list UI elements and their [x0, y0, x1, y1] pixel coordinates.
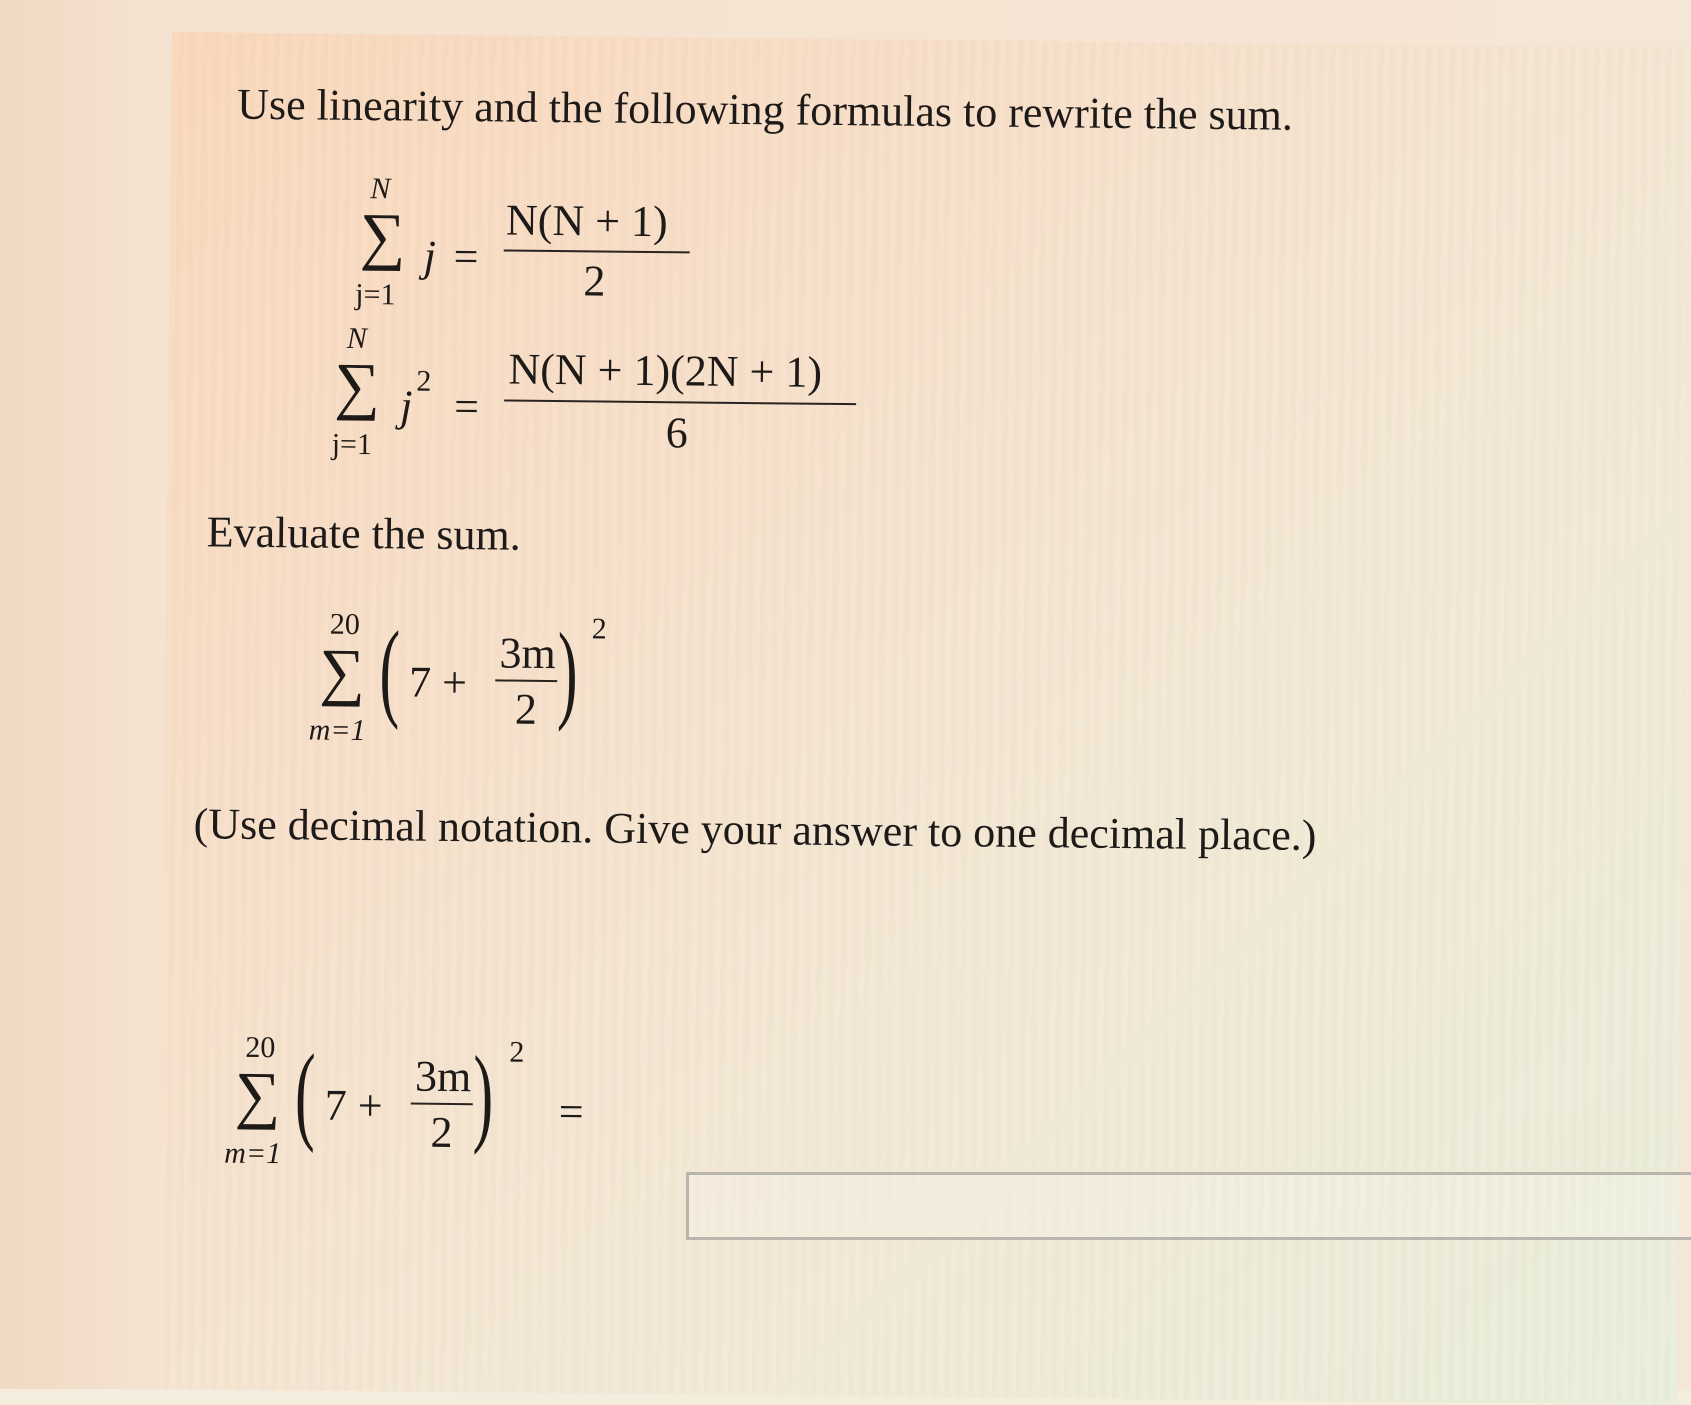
evaluate-prompt: Evaluate the sum.	[206, 507, 522, 560]
sigma-symbol: ∑	[234, 1058, 281, 1131]
answer-lower-limit: m=1	[224, 1136, 282, 1171]
formula1-fraction-bar	[504, 249, 690, 253]
formula1-denominator: 2	[583, 256, 606, 306]
target-left-paren: (	[378, 608, 401, 731]
target-lower-limit: m=1	[308, 713, 366, 748]
formula1-upper-limit: N	[370, 172, 391, 206]
answer-exponent: 2	[509, 1035, 525, 1069]
sigma-symbol: ∑	[359, 199, 406, 272]
target-denominator: 2	[514, 684, 538, 734]
formula1-numerator: N(N + 1)	[505, 195, 668, 247]
target-exponent: 2	[591, 612, 607, 646]
answer-input[interactable]	[686, 1172, 1691, 1240]
formula2-numerator: N(N + 1)(2N + 1)	[508, 344, 823, 397]
decimal-note: (Use decimal notation. Give your answer to one decimal place.)	[193, 799, 1317, 861]
formula2-lower-limit: j=1	[331, 427, 373, 462]
formula2-upper-limit: N	[346, 321, 367, 356]
sigma-symbol: ∑	[333, 349, 381, 422]
target-right-paren: )	[556, 610, 579, 733]
answer-fraction-bar	[411, 1103, 473, 1106]
target-fraction-bar	[495, 679, 557, 682]
formula1-lower-limit: j=1	[355, 277, 396, 312]
formula1-term: j	[423, 231, 437, 281]
answer-denominator: 2	[430, 1107, 453, 1157]
formula1-equals: =	[453, 231, 479, 282]
answer-left-paren: (	[294, 1031, 316, 1154]
formula2-denominator: 6	[665, 408, 689, 458]
formula2-exponent: 2	[416, 364, 432, 398]
answer-constant: 7 +	[324, 1080, 383, 1131]
answer-equals: =	[558, 1087, 584, 1137]
target-upper-limit: 20	[329, 607, 360, 641]
instruction-text: Use linearity and the following formulas to rewrite the sum.	[236, 79, 1294, 140]
answer-right-paren: )	[472, 1033, 494, 1156]
formula2-fraction-bar	[504, 399, 856, 405]
target-constant: 7 +	[408, 657, 468, 708]
answer-upper-limit: 20	[245, 1030, 276, 1065]
formula2-term: j	[399, 381, 413, 431]
answer-numerator: 3m	[414, 1051, 472, 1102]
formula2-equals: =	[453, 381, 480, 432]
sigma-symbol: ∑	[318, 635, 366, 708]
target-numerator: 3m	[499, 628, 557, 679]
